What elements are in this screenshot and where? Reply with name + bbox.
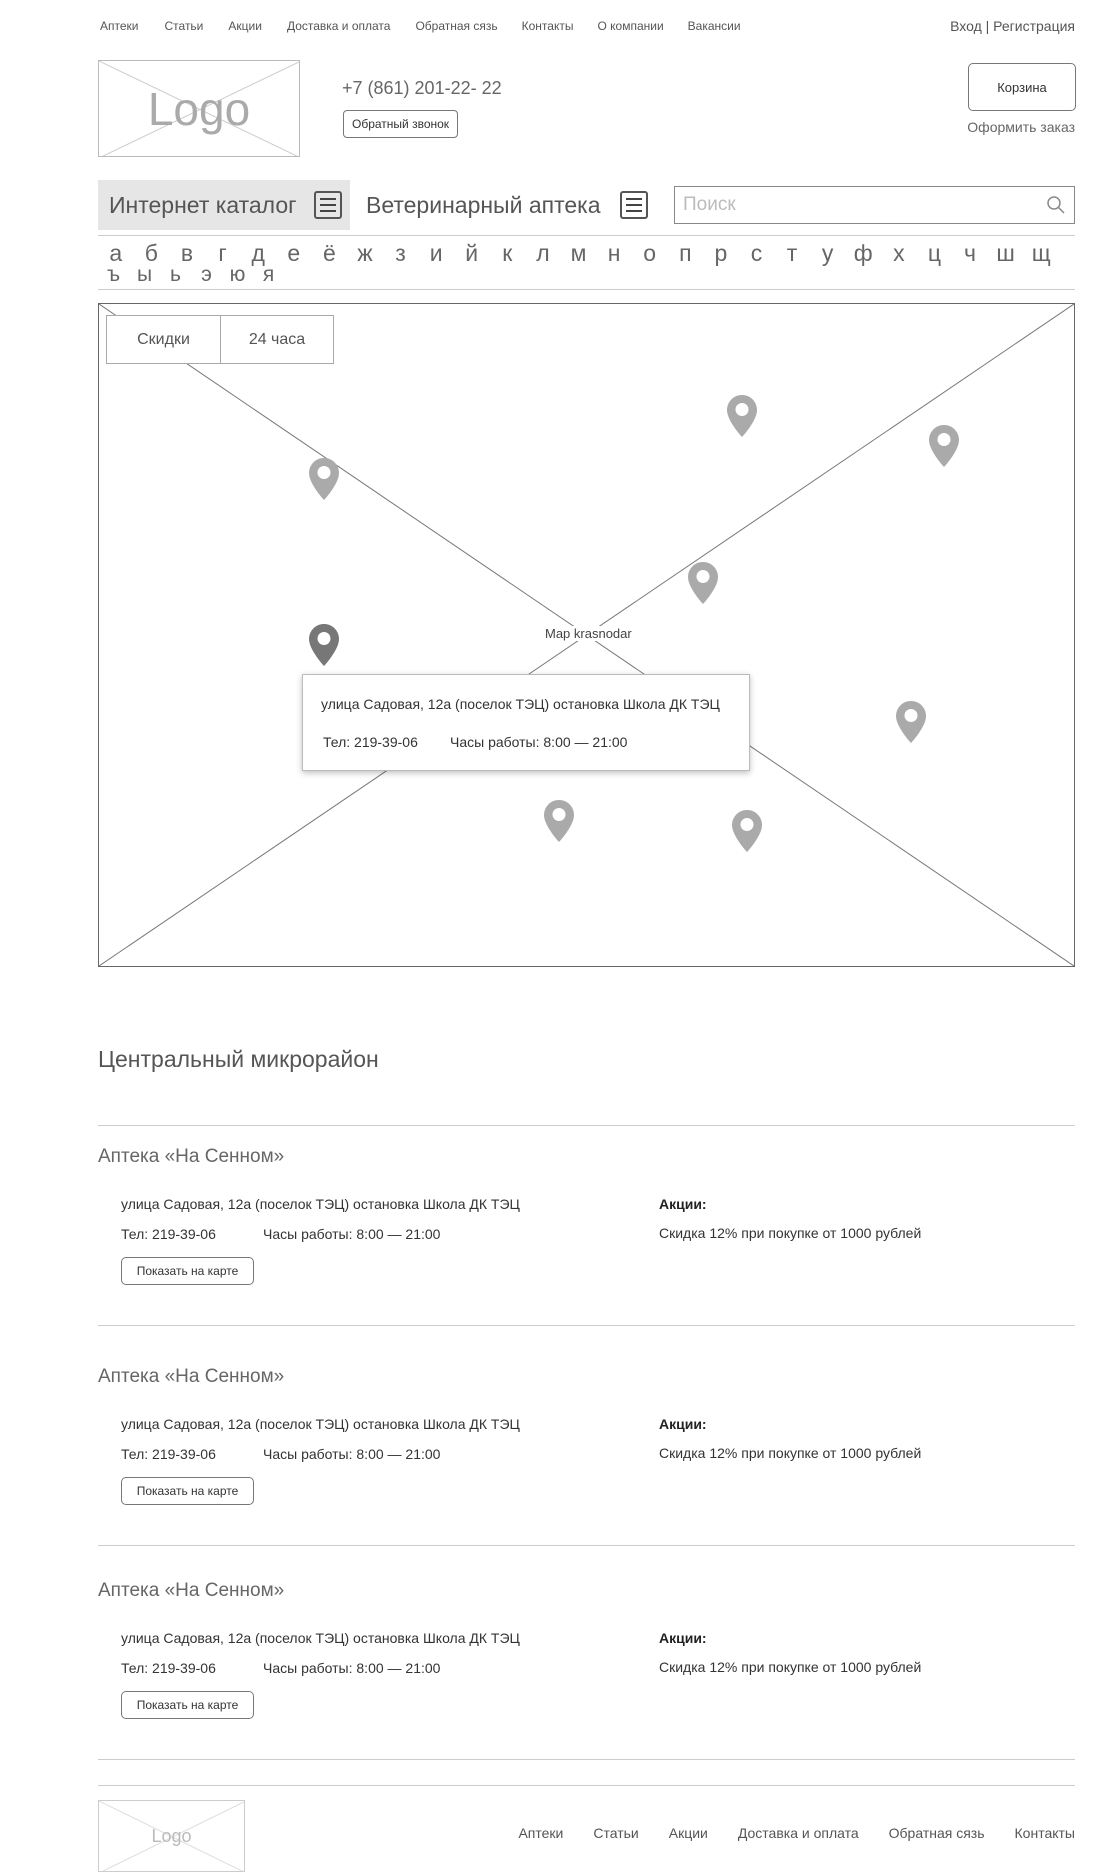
top-nav-link-delivery[interactable]: Доставка и оплата [286, 19, 391, 33]
alphabet-letter[interactable]: л [536, 240, 550, 266]
footer-logo[interactable] [98, 1800, 245, 1872]
alphabet-letter[interactable]: ъ [106, 263, 121, 286]
alphabet-letter[interactable]: ы [136, 263, 153, 286]
divider [98, 1545, 1075, 1546]
alphabet-letter[interactable]: ш [996, 240, 1015, 266]
alphabet-letter[interactable]: ю [229, 263, 246, 286]
pharmacy-hours: Часы работы: 8:00 — 21:00 [263, 1446, 441, 1462]
footer-logo-text: Logo [151, 1825, 192, 1846]
divider [98, 235, 1075, 236]
popup-phone: Тел: 219-39-06 [323, 734, 418, 750]
map[interactable] [98, 303, 1075, 967]
alphabet-letter[interactable]: б [144, 240, 158, 266]
divider [98, 1759, 1075, 1760]
alphabet-letter[interactable]: ц [927, 240, 942, 266]
map-pin-icon[interactable] [726, 394, 758, 438]
alphabet-letter[interactable]: ё [322, 240, 336, 266]
pharmacy-hours: Часы работы: 8:00 — 21:00 [263, 1226, 441, 1242]
filter-discounts-tab[interactable]: Скидки [137, 330, 190, 348]
top-nav-link-vacancies[interactable]: Вакансии [687, 19, 741, 33]
pharmacy-address: улица Садовая, 12а (поселок ТЭЦ) остановка Школа ДК ТЭЦ [121, 1630, 520, 1646]
footer-link-promotions[interactable]: Акции [668, 1825, 708, 1841]
pharmacy-phone: Тел: 219-39-06 [121, 1446, 216, 1462]
internet-catalog-label: Интернет каталог [109, 191, 297, 218]
login-link[interactable]: Вход [950, 18, 982, 34]
show-on-map-button[interactable]: Показать на карте [121, 1257, 254, 1285]
alphabet-letter[interactable]: п [679, 240, 692, 266]
divider [98, 1785, 1075, 1786]
pharmacy-address: улица Садовая, 12а (поселок ТЭЦ) остановка Школа ДК ТЭЦ [121, 1416, 520, 1432]
map-pin-icon[interactable] [731, 809, 763, 853]
pharmacy-address: улица Садовая, 12а (поселок ТЭЦ) остановка Школа ДК ТЭЦ [121, 1196, 520, 1212]
top-nav-link-promotions[interactable]: Акции [228, 19, 262, 33]
alphabet-letter[interactable]: ж [357, 240, 373, 266]
map-filter-tabs [106, 315, 334, 364]
map-label: Map krasnodar [545, 626, 632, 641]
alphabet-letter[interactable]: а [109, 240, 123, 266]
alphabet-letter[interactable]: ь [170, 263, 181, 286]
map-pin-icon[interactable] [543, 799, 575, 843]
footer-link-pharmacies[interactable]: Аптеки [518, 1825, 564, 1841]
burger-menu-icon[interactable] [314, 191, 342, 219]
logo-text: Logo [147, 82, 251, 135]
map-pin-icon[interactable] [895, 700, 927, 744]
filter-24h-tab[interactable]: 24 часа [220, 316, 333, 363]
alphabet-letter[interactable]: ф [853, 240, 873, 266]
pharmacy-phone: Тел: 219-39-06 [121, 1226, 216, 1242]
alphabet-letter[interactable]: э [201, 263, 212, 286]
pharmacy-promo-title: Акции: [659, 1196, 707, 1212]
alphabet-letter[interactable]: з [395, 240, 406, 266]
pharmacy-promo-title: Акции: [659, 1630, 707, 1646]
pharmacy-promo: Скидка 12% при покупке от 1000 рублей [659, 1659, 922, 1675]
magnifier-icon[interactable] [1038, 187, 1074, 223]
pharmacy-name: Аптека «На Сенном» [98, 1146, 285, 1167]
alphabet-letter[interactable]: к [502, 240, 513, 266]
register-link[interactable]: Регистрация [993, 18, 1075, 34]
top-nav-link-feedback[interactable]: Обратная сязь [415, 19, 498, 33]
checkout-link[interactable]: Оформить заказ [967, 119, 1075, 135]
alphabet-letter[interactable]: с [750, 240, 763, 266]
alphabet-letter[interactable]: и [429, 240, 443, 266]
alphabet-letter[interactable]: е [287, 240, 301, 266]
divider [98, 289, 1075, 290]
pharmacy-promo: Скидка 12% при покупке от 1000 рублей [659, 1225, 922, 1241]
pharmacy-phone: Тел: 219-39-06 [121, 1660, 216, 1676]
auth-separator: | [985, 18, 990, 34]
search-input[interactable] [675, 187, 1038, 223]
alphabet-letter[interactable]: щ [1031, 240, 1051, 266]
alphabet-letter[interactable]: й [465, 240, 479, 266]
top-nav [100, 19, 741, 33]
alphabet-letter[interactable]: ч [964, 240, 977, 266]
footer-link-feedback[interactable]: Обратная сязь [888, 1825, 985, 1841]
pharmacy-name: Аптека «На Сенном» [98, 1580, 285, 1601]
footer-link-articles[interactable]: Статьи [593, 1825, 639, 1841]
alphabet-letter[interactable]: у [821, 240, 834, 266]
top-nav-link-articles[interactable]: Статьи [164, 19, 204, 33]
map-popup [302, 674, 750, 771]
footer-nav [518, 1825, 1075, 1841]
district-title: Центральный микрорайон [98, 1046, 379, 1072]
auth-links [950, 18, 1075, 34]
alphabet-letter[interactable]: д [251, 240, 265, 266]
vet-pharmacy-label: Ветеринарный аптека [366, 191, 601, 218]
pharmacy-promo: Скидка 12% при покупке от 1000 рублей [659, 1445, 922, 1461]
show-on-map-button[interactable]: Показать на карте [121, 1691, 254, 1719]
alphabet-letter[interactable]: н [607, 240, 621, 266]
map-pin-icon[interactable] [308, 623, 340, 667]
map-pin-icon[interactable] [687, 561, 719, 605]
top-nav-link-contacts[interactable]: Контакты [521, 19, 574, 33]
top-nav-link-pharmacies[interactable]: Аптеки [100, 19, 139, 33]
divider [98, 1325, 1075, 1326]
show-on-map-button[interactable]: Показать на карте [121, 1477, 254, 1505]
callback-button[interactable]: Обратный звонок [343, 110, 458, 138]
footer-link-contacts[interactable]: Контакты [1014, 1825, 1075, 1841]
alphabet-letter[interactable]: т [786, 240, 798, 266]
vet-pharmacy-tab[interactable] [366, 180, 601, 230]
header-phone: +7 (861) 201-22- 22 [342, 78, 502, 98]
pharmacy-promo-title: Акции: [659, 1416, 707, 1432]
cart-button[interactable]: Корзина [968, 63, 1076, 111]
alphabet-letter[interactable]: х [893, 240, 905, 266]
alphabet-letter[interactable]: в [180, 240, 194, 266]
logo[interactable] [98, 60, 300, 157]
divider [98, 1125, 1075, 1126]
footer-link-delivery[interactable]: Доставка и оплата [737, 1825, 859, 1841]
alphabet-letter[interactable]: г [218, 240, 227, 266]
map-pin-icon[interactable] [308, 457, 340, 501]
map-pin-icon[interactable] [928, 424, 960, 468]
popup-address: улица Садовая, 12а (поселок ТЭЦ) остановка Школа ДК ТЭЦ [321, 696, 720, 712]
alphabet-index [98, 240, 1078, 287]
alphabet-letter[interactable]: м [570, 240, 587, 266]
internet-catalog-tab[interactable] [98, 180, 350, 230]
alphabet-letter[interactable]: о [643, 240, 657, 266]
pharmacy-hours: Часы работы: 8:00 — 21:00 [263, 1660, 441, 1676]
burger-menu-icon[interactable] [620, 191, 648, 219]
alphabet-letter[interactable]: р [714, 240, 728, 266]
pharmacy-name: Аптека «На Сенном» [98, 1366, 285, 1387]
top-nav-link-about[interactable]: О компании [597, 19, 664, 33]
search-box [674, 186, 1075, 224]
alphabet-letter[interactable]: я [262, 263, 275, 286]
popup-hours: Часы работы: 8:00 — 21:00 [450, 734, 628, 750]
